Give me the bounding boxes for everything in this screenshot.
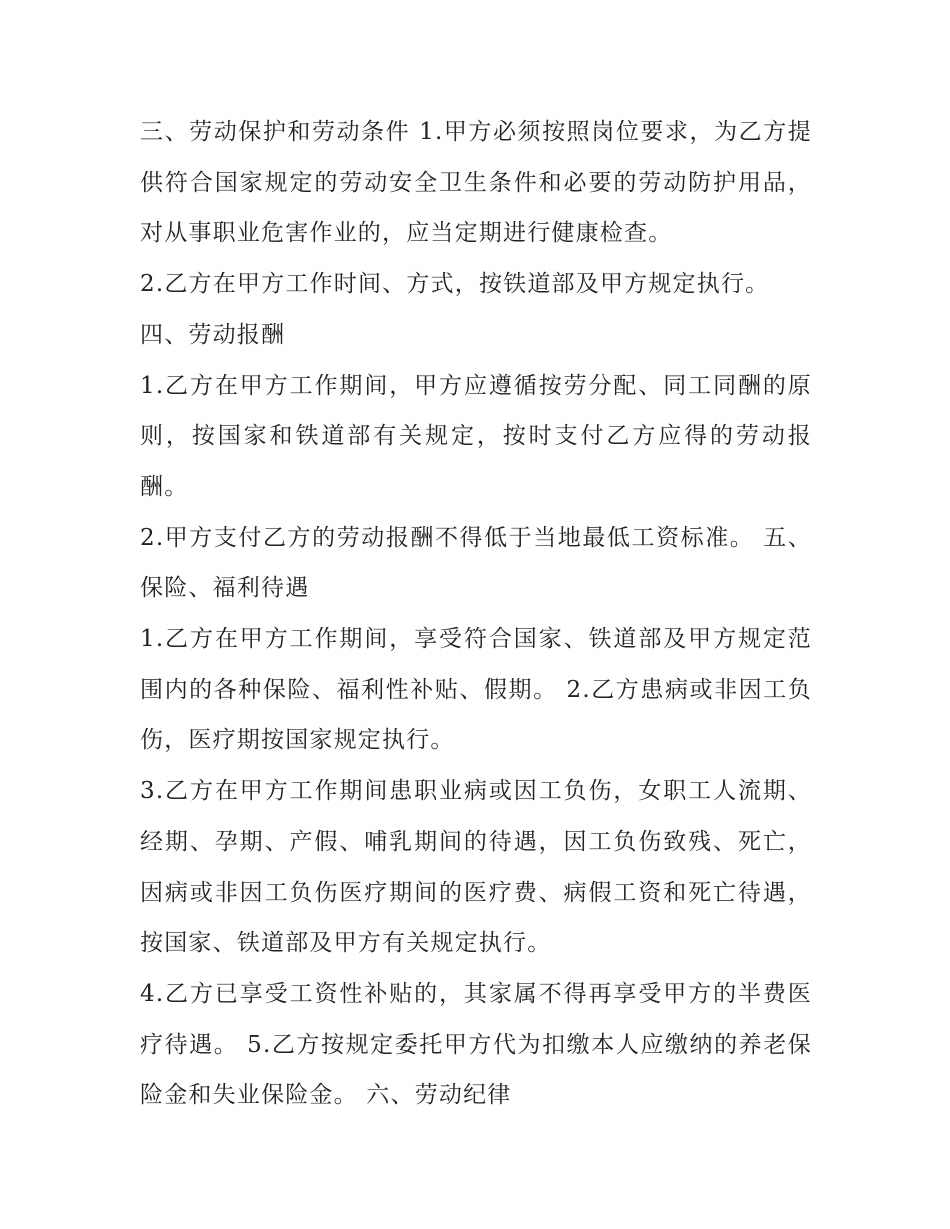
paragraph-labor-protection: 三、劳动保护和劳动条件 1.甲方必须按照岗位要求，为乙方提供符合国家规定的劳动安全卫生条件和必要的劳动防护用品，对从事职业危害作业的，应当定期进行健康检查。 bbox=[140, 119, 812, 247]
paragraph-insurance-benefits: 1.乙方在甲方工作期间，享受符合国家、铁道部及甲方规定范围内的各种保险、福利性补贴、假期。 2.乙方患病或非因工负伤，医疗期按国家规定执行。 bbox=[140, 626, 812, 754]
heading-labor-remuneration: 四、劳动报酬 bbox=[140, 321, 286, 348]
paragraph-subsidy-insurance: 4.乙方已享受工资性补贴的，其家属不得再享受甲方的半费医疗待遇。 5.乙方按规定委托甲方代为扣缴本人应缴纳的养老保险金和失业保险金。 六、劳动纪律 bbox=[140, 980, 812, 1109]
paragraph-occupational-disease: 3.乙方在甲方工作期间患职业病或因工负伤，女职工人流期、经期、孕期、产假、哺乳期间的待遇，因工负伤致残、死亡，因病或非因工负伤医疗期间的医疗费、病假工资和死亡待遇，按国家、铁道部及甲方有关规定执行。 bbox=[140, 778, 812, 957]
document-body bbox=[140, 107, 812, 1121]
paragraph-work-time: 2.乙方在甲方工作时间、方式，按铁道部及甲方规定执行。 bbox=[140, 271, 770, 298]
paragraph-minimum-wage: 2.甲方支付乙方的劳动报酬不得低于当地最低工资标准。 五、保险、福利待遇 bbox=[140, 524, 812, 602]
paragraph-remuneration-principle: 1.乙方在甲方工作期间，甲方应遵循按劳分配、同工同酬的原则，按国家和铁道部有关规定，按时支付乙方应得的劳动报酬。 bbox=[140, 372, 812, 500]
